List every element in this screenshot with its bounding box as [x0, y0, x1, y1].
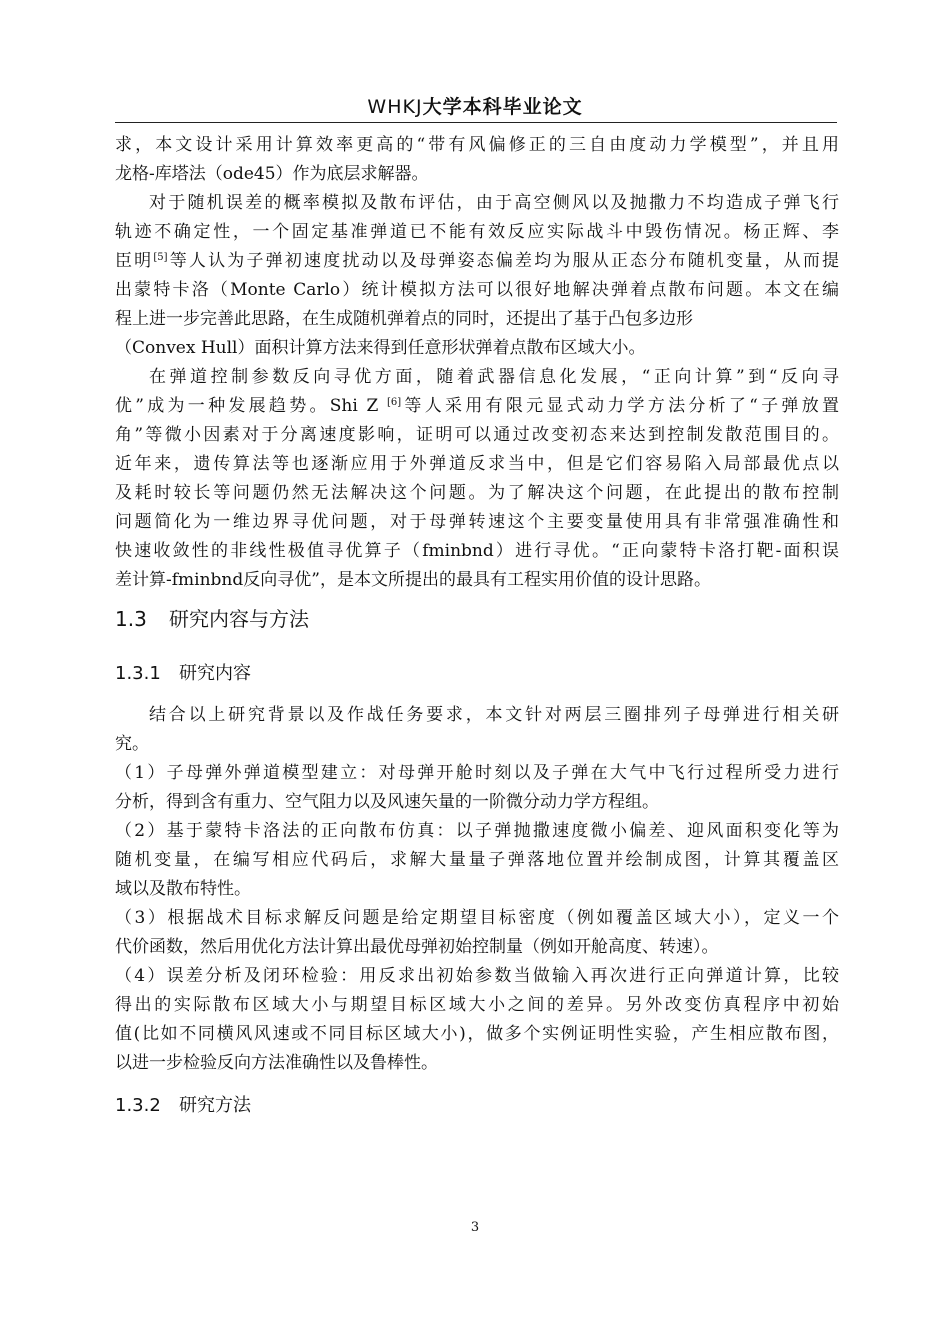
citation-ref: [6]: [386, 397, 402, 408]
text-line: 对于随机误差的概率模拟及散布评估，由于高空侧风以及抛撒力不均造成子弹飞行: [149, 193, 839, 213]
header-logo: WHKJ: [367, 96, 423, 118]
text-run: 等人采用有限元显式动力学方法分析了“子弹放置: [401, 396, 839, 416]
text-line: 随机变量，在编写相应代码后，求解大量量子弹落地位置并绘制成图，计算其覆盖区: [115, 850, 839, 870]
citation-ref: [5]: [153, 252, 168, 263]
section-number: 1.3.1: [115, 663, 161, 684]
text-run: 臣明: [115, 251, 154, 271]
intro-paragraph: [115, 701, 839, 759]
section-heading-1-3-2: [115, 1092, 839, 1120]
text-line: 及耗时较长等问题仍然无法解决这个问题。为了解决这个问题，在此提出的散布控制: [115, 483, 839, 503]
research-item-2: [115, 817, 839, 904]
text-line: 分析，得到含有重力、空气阻力以及风速矢量的一阶微分动力学方程组。: [115, 792, 659, 812]
header-rule: [115, 122, 837, 123]
text-line: 程上进一步完善此思路，在生成随机弹着点的同时，还提出了基于凸包多边形: [115, 309, 693, 329]
text-line: 值(比如不同横风风速或不同目标区域大小)，做多个实例证明性实验，产生相应散布图，: [115, 1024, 839, 1044]
paragraph-3: [115, 363, 839, 595]
text-line: 近年来，遗传算法等也逐渐应用于外弹道反求当中，但是它们容易陷入局部最优点以: [115, 454, 839, 474]
section-heading-1-3: [115, 604, 839, 634]
research-item-4: [115, 962, 839, 1078]
section-title: 研究内容: [179, 663, 251, 684]
text-line: 轨迹不确定性，一个固定基准弹道已不能有效反应实际战斗中毁伤情况。杨正辉、李: [115, 222, 839, 242]
text-line: 龙格-库塔法（ode45）作为底层求解器。: [115, 164, 429, 184]
text-line: （4）误差分析及闭环检验：用反求出初始参数当做输入再次进行正向弹道计算，比较: [115, 966, 839, 986]
page-body: [115, 131, 839, 1120]
section-title: 研究内容与方法: [169, 607, 309, 631]
text-line: 究。: [115, 734, 149, 754]
text-line: 域以及散布特性。: [115, 879, 251, 899]
section-number: 1.3.2: [115, 1095, 161, 1116]
text-line: 角”等微小因素对于分离速度影响，证明可以通过改变初态来达到控制发散范围目的。: [115, 425, 839, 445]
paragraph-2: [115, 189, 839, 363]
page-header: [115, 92, 835, 122]
text-line: 问题简化为一维边界寻优问题，对于母弹转速这个主要变量使用具有非常强准确性和: [115, 512, 839, 532]
text-line: 差计算-fminbnd反向寻优”，是本文所提出的最具有工程实用价值的设计思路。: [115, 570, 711, 590]
text-run: 优”成为一种发展趋势。Shi Z: [115, 396, 387, 416]
text-line: （3）根据战术目标求解反问题是给定期望目标密度（例如覆盖区域大小），定义一个: [115, 908, 839, 928]
text-line: 求，本文设计采用计算效率更高的“带有风偏修正的三自由度动力学模型”，并且用: [115, 135, 839, 155]
text-line: 得出的实际散布区域大小与期望目标区域大小之间的差异。另外改变仿真程序中初始: [115, 995, 839, 1015]
text-line: 以进一步检验反向方法准确性以及鲁棒性。: [115, 1053, 438, 1073]
text-run: 等人认为子弹初速度扰动以及母弹姿态偏差均为服从正态分布随机变量，从而提: [167, 251, 840, 271]
text-line: 快速收敛性的非线性极值寻优算子（fminbnd）进行寻优。“正向蒙特卡洛打靶-面积误: [115, 541, 839, 561]
text-line: （2）基于蒙特卡洛法的正向散布仿真：以子弹抛撒速度微小偏差、迎风面积变化等为: [115, 821, 839, 841]
page-number: 3: [470, 1220, 480, 1235]
section-heading-1-3-1: [115, 660, 839, 688]
text-line-with-citation: [115, 392, 839, 421]
research-item-3: [115, 904, 839, 962]
text-line: 在弹道控制参数反向寻优方面，随着武器信息化发展，“正向计算”到“反向寻: [149, 367, 839, 387]
text-line: （Convex Hull）面积计算方法来得到任意形状弹着点散布区域大小。: [115, 338, 646, 358]
section-title: 研究方法: [179, 1095, 251, 1116]
header-title: 大学本科毕业论文: [422, 96, 583, 118]
text-line: 出蒙特卡洛（Monte Carlo）统计模拟方法可以很好地解决弹着点散布问题。本文在编: [115, 280, 839, 300]
text-line-with-citation: [115, 247, 839, 276]
research-item-1: [115, 759, 839, 817]
text-line: （1）子母弹外弹道模型建立：对母弹开舱时刻以及子弹在大气中飞行过程所受力进行: [115, 763, 839, 783]
text-line: 代价函数，然后用优化方法计算出最优母弹初始控制量（例如开舱高度、转速）。: [115, 937, 719, 957]
text-line: 结合以上研究背景以及作战任务要求，本文针对两层三圈排列子母弹进行相关研: [149, 705, 839, 725]
paragraph-1: [115, 131, 839, 189]
section-number: 1.3: [115, 607, 147, 631]
